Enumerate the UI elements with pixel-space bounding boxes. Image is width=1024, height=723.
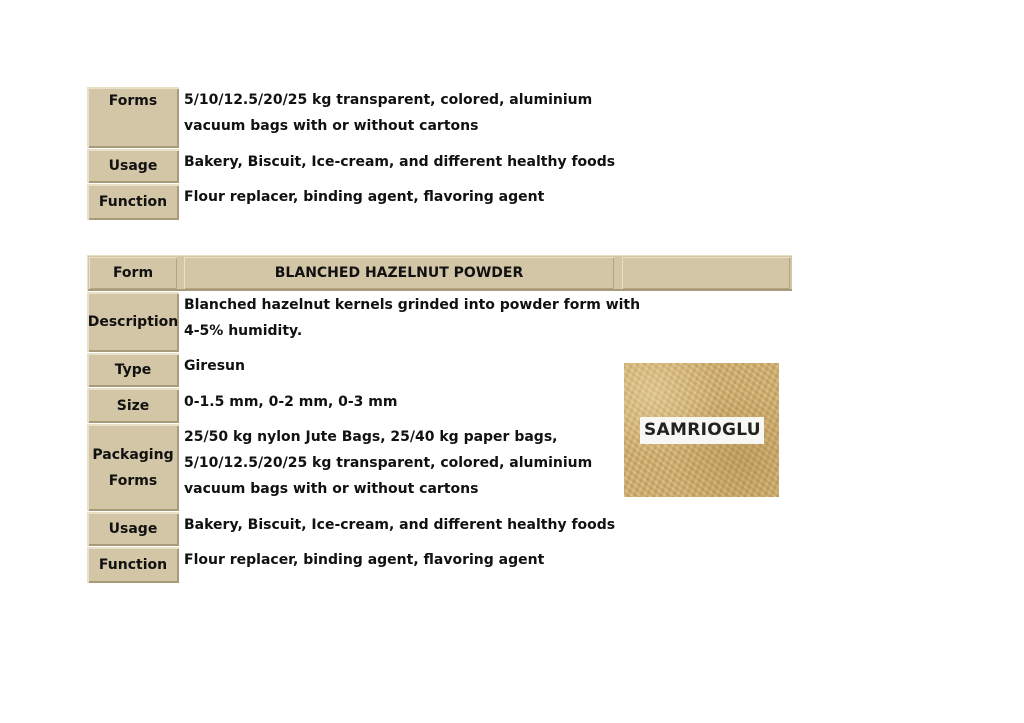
function-value-2: Flour replacer, binding agent, flavoring agent <box>184 552 545 568</box>
table-header <box>87 255 792 291</box>
usage-value-2: Bakery, Biscuit, Ice-cream, and different healthy foods <box>184 517 616 533</box>
packaging-forms-value: 25/50 kg nylon Jute Bags, 25/40 kg paper bags, 5/10/12.5/20/25 kg transparent, colored, aluminium vacuum bags with or without cartons <box>184 429 593 497</box>
description-value: Blanched hazelnut kernels grinded into powder form with 4-5% humidity. <box>184 297 641 339</box>
brand-label: SAMRIOGLU <box>640 417 764 444</box>
hazelnut-powder-photo <box>624 363 779 497</box>
size-value: 0-1.5 mm, 0-2 mm, 0-3 mm <box>184 394 398 410</box>
type-value: Giresun <box>184 358 245 374</box>
packaging-forms-label: Packaging Forms <box>87 424 179 511</box>
header-product-title: BLANCHED HAZELNUT POWDER <box>184 257 614 289</box>
usage-value: Bakery, Biscuit, Ice-cream, and different healthy foods <box>184 154 616 170</box>
usage-label: Usage <box>87 149 179 183</box>
description-label: Description <box>87 292 179 352</box>
forms-label: Forms <box>87 87 179 148</box>
function-label-2: Function <box>87 547 179 583</box>
header-empty-cell <box>622 257 790 289</box>
type-label: Type <box>87 353 179 387</box>
function-label: Function <box>87 184 179 220</box>
size-label: Size <box>87 388 179 423</box>
usage-label-2: Usage <box>87 512 179 546</box>
forms-value: 5/10/12.5/20/25 kg transparent, colored, aluminium vacuum bags with or without cartons <box>184 92 593 134</box>
header-form-label: Form <box>89 257 177 289</box>
function-value: Flour replacer, binding agent, flavoring agent <box>184 189 545 205</box>
